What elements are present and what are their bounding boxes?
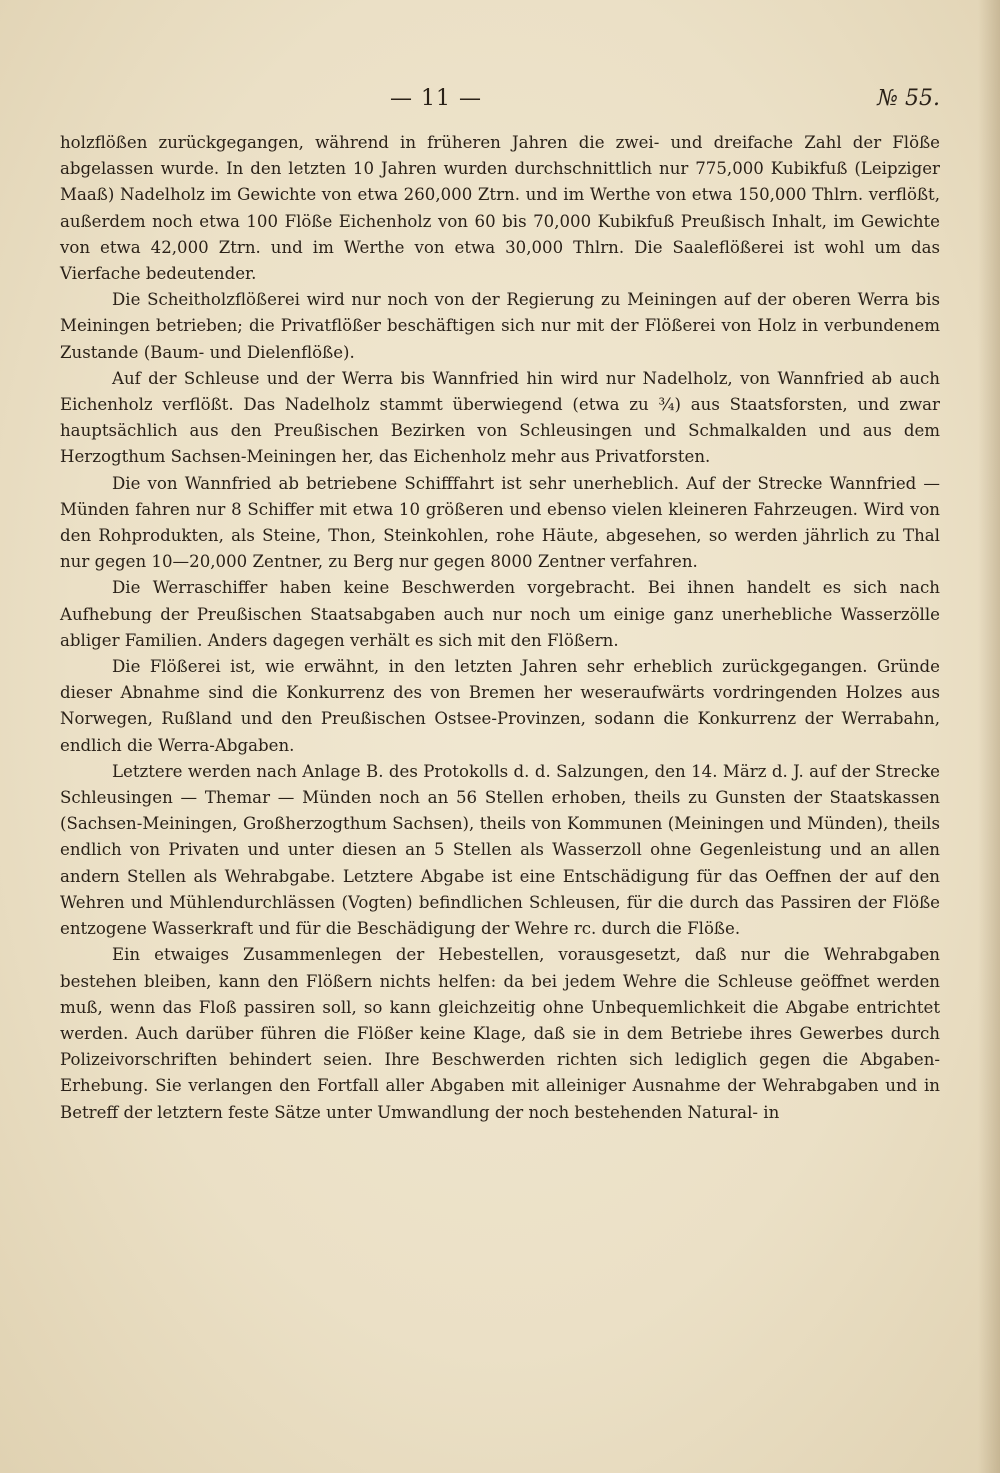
paragraph-3: Auf der Schleuse und der Werra bis Wannfried hin wird nur Nadelholz, von Wannfried ab auch Eichenholz verflößt. Das Nadelholz stammt überwiegend (etwa zu ¾) aus Staatsforsten, und zwar hauptsächlich aus den Preußischen Bezirken von Schleusingen und Schmalkalden und aus dem Herzogthum Sachsen-Meiningen her, das Eichenholz mehr aus Privatforsten. — [60, 368, 940, 467]
paragraph-6: Die Flößerei ist, wie erwähnt, in den letzten Jahren sehr erheblich zurückgegangen. Gründe dieser Abnahme sind die Konkurrenz des von Bremen her weseraufwärts vordringenden Holzes aus Norwegen, Rußland und den Preußischen Ostsee-Provinzen, sodann die Konkurrenz der Werrabahn, endlich die Werra-Abgaben. — [60, 657, 940, 755]
page-edge-shadow — [978, 0, 1000, 1473]
paragraph-8: Ein etwaiges Zusammenlegen der Hebestellen, vorausgesetzt, daß nur die Wehrabgaben bestehen bleiben, kann den Flößern nichts helfen: da bei jedem Wehre die Schleuse geöffnet werden muß, wenn das Floß passiren soll, so kann gleichzeitig ohne Unbequemlichkeit die Abgabe entrichtet werden. Auch darüber führen die Flößer keine Klage, daß sie in dem Betriebe ihres Gewerbes durch Polizeivorschriften behindert seien. Ihre Beschwerden richten sich lediglich gegen die Abgaben-Erhebung. Sie verlangen den Fortfall aller Abgaben mit alleiniger Ausnahme der Wehrabgaben und in Betreff der letztern feste Sätze unter Umwandlung der noch bestehenden Natural- in — [60, 945, 940, 1122]
paragraph-4: Die von Wannfried ab betriebene Schifffahrt ist sehr unerheblich. Auf der Strecke Wannfried — Münden fahren nur 8 Schiffer mit etwa 10 größeren und ebenso vielen kleineren Fahrzeugen. Wird von den Rohprodukten, als Steine, Thon, Steinkohlen, rohe Häute, abgesehen, so werden jährlich zu Thal nur gegen 10—20,000 Zentner, zu Berg nur gegen 8000 Zentner verfahren. — [60, 473, 940, 572]
body-text — [60, 130, 940, 1126]
paragraph-2: Die Scheitholzflößerei wird nur noch von der Regierung zu Meiningen auf der oberen Werra bis Meiningen betrieben; die Privatflößer beschäftigen sich nur mit der Flößerei von Holz in verbundenem Zustande (Baum- und Dielenflöße). — [60, 290, 940, 362]
document-number: № 55. — [877, 86, 940, 111]
paragraph-1: holzflößen zurückgegangen, während in früheren Jahren die zwei- und dreifache Zahl der Flöße abgelassen wurde. In den letzten 10 Jahren wurden durchschnittlich nur 775,000 Kubikfuß (Leipziger Maaß) Nadelholz im Gewichte von etwa 260,000 Ztrn. und im Werthe von etwa 150,000 Thlrn. verflößt, außerdem noch etwa 100 Flöße Eichenholz von 60 bis 70,000 Kubikfuß Preußisch Inhalt, im Gewichte von etwa 42,000 Ztrn. und im Werthe von etwa 30,000 Thlrn. Die Saaleflößerei ist wohl um das Vierfache bedeutender. — [60, 133, 940, 284]
paragraph-5: Die Werraschiffer haben keine Beschwerden vorgebracht. Bei ihnen handelt es sich nach Aufhebung der Preußischen Staatsabgaben auch nur noch um einige ganz unerhebliche Wasserzölle abliger Familien. Anders dagegen verhält es sich mit den Flößern. — [60, 578, 940, 650]
paragraph-7: Letztere werden nach Anlage B. des Protokolls d. d. Salzungen, den 14. März d. J. auf der Strecke Schleusingen — Themar — Münden noch an 56 Stellen erhoben, theils zu Gunsten der Staatskassen (Sachsen-Meiningen, Großherzogthum Sachsen), theils von Kommunen (Meiningen und Münden), theils endlich von Privaten und unter diesen an 5 Stellen als Wasserzoll ohne Gegenleistung und an allen andern Stellen als Wehrabgabe. Letztere Abgabe ist eine Entschädigung für das Oeffnen der auf den Wehren und Mühlendurchlässen (Vogten) befindlichen Schleusen, für die durch das Passiren der Flöße entzogene Wasserkraft und für die Beschädigung der Wehre rc. durch die Flöße. — [60, 761, 940, 939]
page-header — [60, 86, 940, 120]
page-number: — 11 — — [390, 86, 482, 111]
